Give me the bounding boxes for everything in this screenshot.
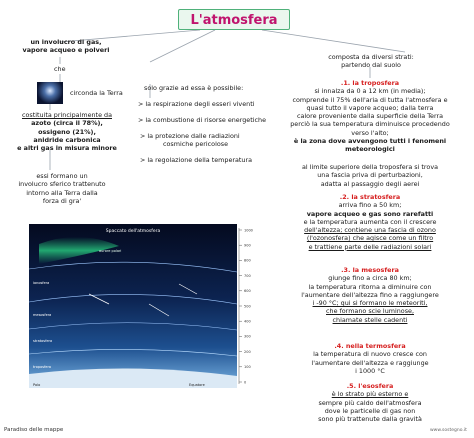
altitude-tick-label: 0: [244, 380, 247, 385]
middle-item-3: > la protezione dalle radiazioni: [140, 132, 240, 140]
altitude-tick-label: 600: [244, 289, 251, 294]
mesosfera-block: .3. la mesosfera giunge fino a circa 80 km; la temperatura ritorna a diminuire con l'aumentare dell'altezza fino a raggiungere i -90 °C; qui si formano le meteoriti, che formano scie luminose, chiamate stelle cadenti: [301, 266, 439, 324]
esosfera-block: .5. l'esosfera è lo strato più esterno e sempre più caldo dell'atmosfera dove le particelle di gas non sono più trattenute dalla gravità: [318, 382, 422, 424]
middle-item-3b: cosmiche pericolose: [163, 140, 229, 148]
left-formano: essi formano un involucro sferico trattenuto intorno alla Terra dalla forza di gra': [18, 172, 106, 205]
middle-intro: solo grazie ad essa è possibile:: [144, 84, 244, 92]
figure-caption: Spaccato dell'atmosfera: [105, 229, 161, 234]
limite-block: al limite superiore della troposfera si trova una fascia priva di perturbazioni, adatta al passaggio degli aerei: [301, 163, 439, 188]
left-circonda: circonda la Terra: [70, 89, 123, 97]
footer-right: www.sostegno.it: [430, 428, 467, 433]
left-costituita: costituita principalmente da azoto (circa il 78%), ossigeno (21%), anidride carbonica e altri gas in misura minore: [17, 111, 117, 153]
layer-label-3: stratosfera: [33, 339, 53, 343]
termosfera-block: .4. nella termosfera la temperatura di nuovo cresce con l'aumentare dell'altezza e raggiunge i 1000 °C: [311, 342, 429, 375]
earth-image: [37, 82, 63, 104]
bottom-label-polo: Polo: [33, 383, 41, 387]
right-intro: composta da diversi strati: partendo dal suolo: [328, 53, 414, 70]
altitude-ticks: [239, 228, 253, 384]
layer-label-2: mesosfera: [33, 313, 52, 317]
layer-label-1: ionosfera: [33, 281, 50, 285]
layer-label-4: troposfera: [33, 365, 52, 369]
footer-left: Paradiso delle mappe: [4, 427, 64, 433]
aurora-label: aurore polari: [99, 249, 122, 253]
middle-item-1: > la respirazione degli esseri viventi: [138, 100, 255, 108]
middle-item-4: > la regolazione della temperatura: [140, 156, 253, 164]
stratosfera-block: .2. la stratosfera arriva fino a 50 km; vapore acqueo e gas sono rarefatti e la temperatura aumenta con il crescere dell'altezza; contiene una fascia di ozono (l'ozonosfera) che agisce come un filtro e trattiene parte delle radiazioni solari: [303, 193, 437, 251]
altitude-tick-label: 300: [244, 334, 251, 339]
altitude-tick-label: 1000: [244, 228, 253, 233]
troposfera-block: .1. la troposfera si innalza da 0 a 12 km (in media); comprende il 75% dell'aria di tutta l'atmosfera e quasi tutto il vapore acqueo; dalla terra calore proveniente dalla superficie della Terra perciò la sua temperatura diminuisce procedendo verso l'alto; è la zona dove avvengono tutti i fenomeni meteorologici: [290, 79, 450, 154]
bottom-label-equatore: Equatore: [189, 383, 205, 387]
altitude-tick-label: 100: [244, 365, 251, 370]
altitude-tick-label: 900: [244, 243, 251, 248]
left-branch-1: un involucro di gas, vapore acqueo e polveri: [22, 38, 110, 55]
altitude-tick-label: 400: [244, 319, 251, 324]
middle-item-2: > la combustione di risorse energetiche: [138, 116, 267, 124]
altitude-tick-label: 700: [244, 273, 251, 278]
altitude-tick-label: 200: [244, 349, 251, 354]
atmosphere-figure: [29, 224, 264, 388]
altitude-tick-label: 800: [244, 258, 251, 263]
page-title: L'atmosfera: [178, 9, 290, 30]
altitude-tick-label: 500: [244, 304, 251, 309]
left-che: che: [54, 65, 66, 73]
